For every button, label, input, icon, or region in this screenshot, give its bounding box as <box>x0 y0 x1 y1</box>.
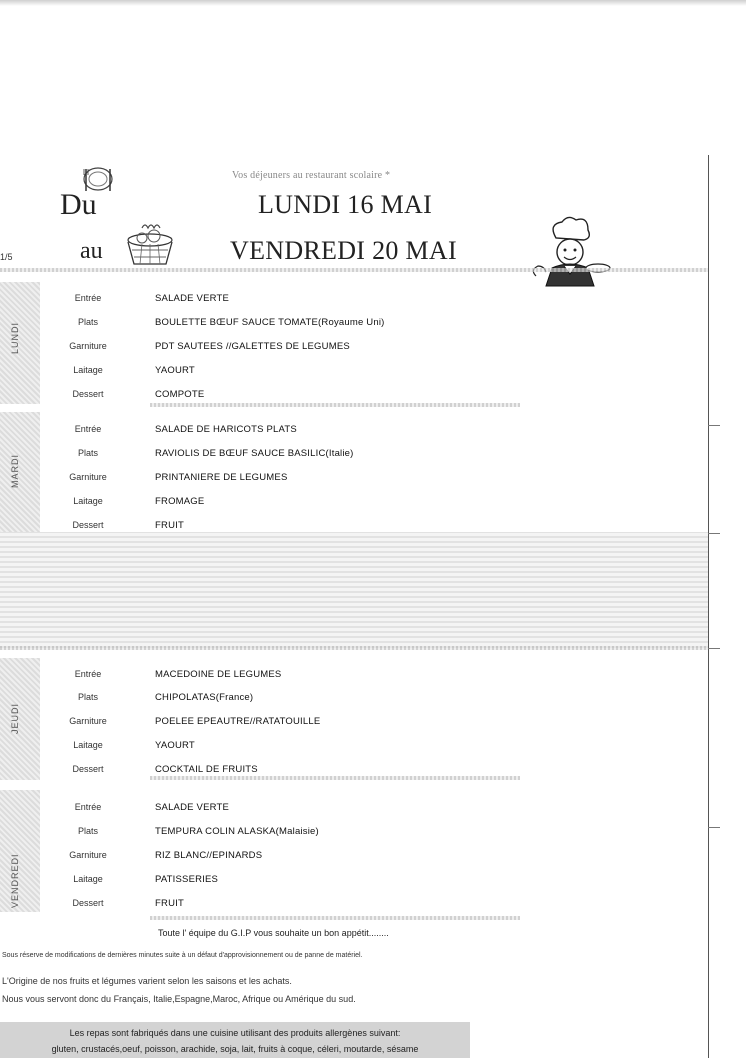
label-au: au <box>80 238 103 264</box>
header-separator <box>0 268 708 272</box>
row-separator <box>0 646 708 650</box>
origin-line-2: Nous vous servont donc du Français, Italie,Espagne,Maroc, Afrique ou Amérique du sud. <box>2 994 356 1004</box>
row-value: YAOURT <box>155 740 195 751</box>
row-label: Garniture <box>69 472 107 482</box>
label-du: Du <box>60 188 97 221</box>
row-separator <box>150 403 520 407</box>
row-label: Garniture <box>69 341 107 351</box>
row-value: COMPOTE <box>155 389 205 400</box>
row-value: PRINTANIERE DE LEGUMES <box>155 472 288 483</box>
food-basket-icon <box>118 218 182 275</box>
row-label: Plats <box>77 448 98 458</box>
border-tick <box>708 533 720 534</box>
row-label: Laitage <box>73 874 103 884</box>
row-label: Laitage <box>73 496 103 506</box>
row-label: Plats <box>77 826 98 836</box>
row-value: SALADE VERTE <box>155 802 230 813</box>
row-value: RIZ BLANC//EPINARDS <box>155 850 263 861</box>
header-subtitle: Vos déjeuners au restaurant scolaire * <box>232 170 391 181</box>
day-bar-mardi <box>0 412 40 534</box>
day-bar-jeudi <box>0 658 40 780</box>
empty-day-block <box>0 532 708 648</box>
row-value: SALADE VERTE <box>155 293 230 304</box>
allergen-line-2: gluten, crustacés,oeuf, poisson, arachide, soja, lait, fruits à coque, céleri, moutarde, sésame <box>51 1044 419 1054</box>
border-tick <box>708 425 720 426</box>
allergen-box <box>0 1022 470 1058</box>
row-label: Dessert <box>72 764 104 774</box>
row-label: Laitage <box>73 365 103 375</box>
allergen-line-1: Les repas sont fabriqués dans une cuisine utilisant des produits allergènes suivant: <box>69 1028 401 1038</box>
row-value: COCKTAIL DE FRUITS <box>155 764 258 775</box>
day-name: MARDI <box>10 454 20 488</box>
row-value: POELEE EPEAUTRE//RATATOUILLE <box>155 716 321 727</box>
row-value: FRUIT <box>155 898 184 909</box>
row-label: Entrée <box>74 669 102 679</box>
day-bar-lundi <box>0 282 40 404</box>
row-value: MACEDOINE DE LEGUMES <box>155 669 282 680</box>
row-label: Entrée <box>74 293 102 303</box>
row-label: Dessert <box>72 520 104 530</box>
row-value: FROMAGE <box>155 496 205 507</box>
day-bar-vendredi <box>0 790 40 912</box>
row-label: Garniture <box>69 850 107 860</box>
row-separator <box>150 916 520 920</box>
border-tick <box>708 827 720 828</box>
row-separator <box>150 776 520 780</box>
row-label: Dessert <box>72 389 104 399</box>
row-value: RAVIOLIS DE BŒUF SAUCE BASILIC(Italie) <box>155 448 354 459</box>
day-name: VENDREDI <box>10 853 20 908</box>
page-number: 1/5 <box>0 252 13 262</box>
day-name: JEUDI <box>10 702 20 734</box>
chef-icon <box>528 216 612 297</box>
row-label: Entrée <box>74 424 102 434</box>
row-value: PDT SAUTEES //GALETTES DE LEGUMES <box>155 341 350 352</box>
row-label: Plats <box>77 692 98 702</box>
border-tick <box>708 648 720 649</box>
row-value: SALADE DE HARICOTS PLATS <box>155 424 297 435</box>
row-value: FRUIT <box>155 520 184 531</box>
scan-top-edge <box>0 0 746 6</box>
row-value: TEMPURA COLIN ALASKA(Malaisie) <box>155 826 319 837</box>
date-end: VENDREDI 20 MAI <box>230 236 457 265</box>
row-label: Plats <box>77 317 98 327</box>
row-value: BOULETTE BŒUF SAUCE TOMATE(Royaume Uni) <box>155 317 385 328</box>
row-value: PATISSERIES <box>155 874 219 885</box>
origin-line-1: L'Origine de nos fruits et légumes varient selon les saisons et les achats. <box>2 976 292 986</box>
date-start: LUNDI 16 MAI <box>258 190 433 219</box>
bon-appetit-message: Toute l' équipe du G.I.P vous souhaite un bon appétit........ <box>158 928 389 938</box>
row-label: Entrée <box>74 802 102 812</box>
row-label: Laitage <box>73 740 103 750</box>
reserve-notice: Sous réserve de modifications de dernières minutes suite à un défaut d'approvisionnement ou de panne de matériel. <box>2 952 363 959</box>
row-label: Garniture <box>69 716 107 726</box>
row-value: CHIPOLATAS(France) <box>155 692 254 703</box>
row-label: Dessert <box>72 898 104 908</box>
day-name: LUNDI <box>10 321 20 354</box>
row-value: YAOURT <box>155 365 195 376</box>
table-right-border <box>708 155 709 1058</box>
